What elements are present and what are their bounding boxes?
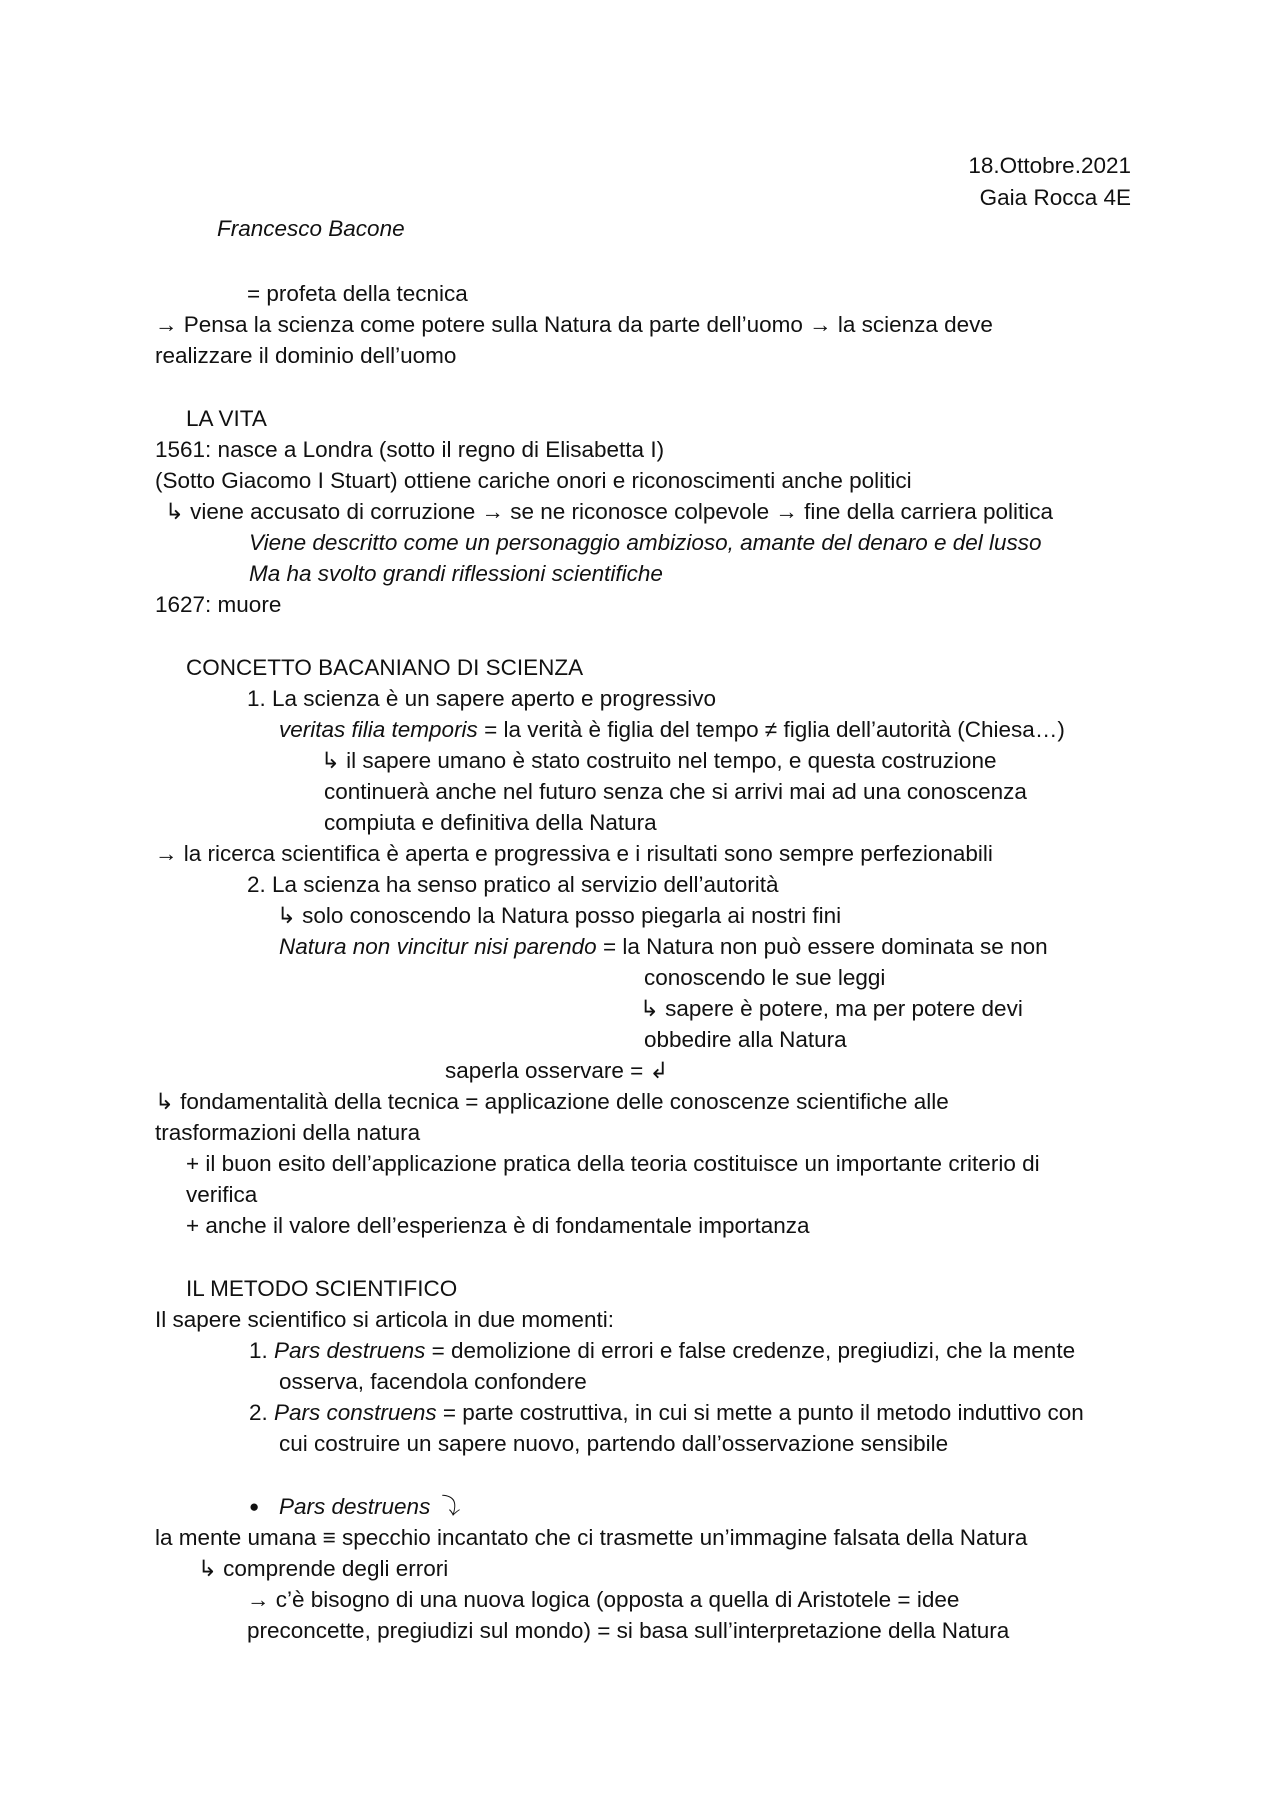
concetto-line: compiuta e definitiva della Natura xyxy=(324,810,657,835)
page-title: Francesco Bacone xyxy=(217,216,405,241)
concetto-line: ↳ fondamentalità della tecnica = applicazione delle conoscenze scientifiche alle xyxy=(155,1089,949,1114)
concetto-point: 1. La scienza è un sapere aperto e progressivo xyxy=(247,686,717,711)
concetto-line: verifica xyxy=(186,1182,258,1207)
item-definition: = demolizione di errori e false credenze, pregiudizi, che la mente xyxy=(425,1338,1076,1363)
section-heading-vita: LA VITA xyxy=(186,406,267,431)
concetto-line: ↳ solo conoscendo la Natura posso piegarla ai nostri fini xyxy=(277,903,842,928)
intro-line: = profeta della tecnica xyxy=(247,281,468,306)
item-definition: = parte costruttiva, in cui si mette a punto il metodo induttivo con xyxy=(436,1400,1084,1425)
bullet-text: Pars destruens ⤵ xyxy=(279,1494,460,1519)
concetto-line xyxy=(279,932,1048,962)
section-heading-metodo: IL METODO SCIENTIFICO xyxy=(186,1276,458,1301)
motto-definition: = la Natura non può essere dominata se non xyxy=(596,934,1048,959)
concetto-line: ↳ sapere è potere, ma per potere devi xyxy=(640,996,1023,1021)
vita-line: (Sotto Giacomo I Stuart) ottiene cariche onori e riconoscimenti anche politici xyxy=(155,468,912,493)
latin-motto: veritas filia temporis xyxy=(279,717,478,742)
metodo-line: preconcette, pregiudizi sul mondo) = si basa sull’interpretazione della Natura xyxy=(247,1618,1010,1643)
date: 18.Ottobre.2021 xyxy=(968,153,1131,178)
concetto-line: + il buon esito dell’applicazione pratica della teoria costituisce un importante criterio di xyxy=(186,1151,1040,1176)
vita-line: ↳ viene accusato di corruzione → se ne riconosce colpevole → fine della carriera politica xyxy=(165,499,1054,524)
vita-line: Viene descritto come un personaggio ambizioso, amante del denaro e del lusso xyxy=(249,530,1042,555)
item-number: 2. xyxy=(249,1400,275,1425)
concetto-line: continuerà anche nel futuro senza che si arrivi mai ad una conoscenza xyxy=(324,779,1027,804)
metodo-line: ↳ comprende degli errori xyxy=(198,1556,449,1581)
bullet-icon: ● xyxy=(249,1497,260,1516)
metodo-line: cui costruire un sapere nuovo, partendo dall’osservazione sensibile xyxy=(279,1431,949,1456)
latin-motto: Natura non vincitur nisi parendo xyxy=(279,934,597,959)
item-number: 1. xyxy=(249,1338,275,1363)
vita-line: 1627: muore xyxy=(155,592,282,617)
metodo-line: → c’è bisogno di una nuova logica (opposta a quella di Aristotele = idee xyxy=(247,1587,960,1612)
section-heading-concetto: CONCETTO BACANIANO DI SCIENZA xyxy=(186,655,584,680)
vita-line: Ma ha svolto grandi riflessioni scientifiche xyxy=(249,561,663,586)
item-term: Pars construens xyxy=(274,1400,437,1425)
concetto-line: saperla osservare = ↲ xyxy=(445,1058,669,1083)
metodo-item xyxy=(249,1398,1084,1428)
concetto-line: → la ricerca scientifica è aperta e progressiva e i risultati sono sempre perfezionabili xyxy=(155,841,993,866)
concetto-line xyxy=(279,715,1065,745)
concetto-line: conoscendo le sue leggi xyxy=(644,965,886,990)
concetto-line: obbedire alla Natura xyxy=(644,1027,847,1052)
vita-line: 1561: nasce a Londra (sotto il regno di Elisabetta I) xyxy=(155,437,665,462)
concetto-line: trasformazioni della natura xyxy=(155,1120,421,1145)
metodo-line: la mente umana ≡ specchio incantato che ci trasmette un’immagine falsata della Natura xyxy=(155,1525,1028,1550)
metodo-line: Il sapere scientifico si articola in due momenti: xyxy=(155,1307,614,1332)
author: Gaia Rocca 4E xyxy=(979,185,1131,210)
intro-line: → Pensa la scienza come potere sulla Natura da parte dell’uomo → la scienza deve xyxy=(155,312,993,337)
concetto-line: + anche il valore dell’esperienza è di fondamentale importanza xyxy=(186,1213,810,1238)
motto-definition: = la verità è figlia del tempo ≠ figlia dell’autorità (Chiesa…) xyxy=(477,717,1065,742)
concetto-line: ↳ il sapere umano è stato costruito nel tempo, e questa costruzione xyxy=(321,748,997,773)
metodo-item xyxy=(249,1336,1075,1366)
item-term: Pars destruens xyxy=(274,1338,426,1363)
concetto-point: 2. La scienza ha senso pratico al servizio dell’autorità xyxy=(247,872,779,897)
intro-line: realizzare il dominio dell’uomo xyxy=(155,343,457,368)
metodo-line: osserva, facendola confondere xyxy=(279,1369,587,1394)
